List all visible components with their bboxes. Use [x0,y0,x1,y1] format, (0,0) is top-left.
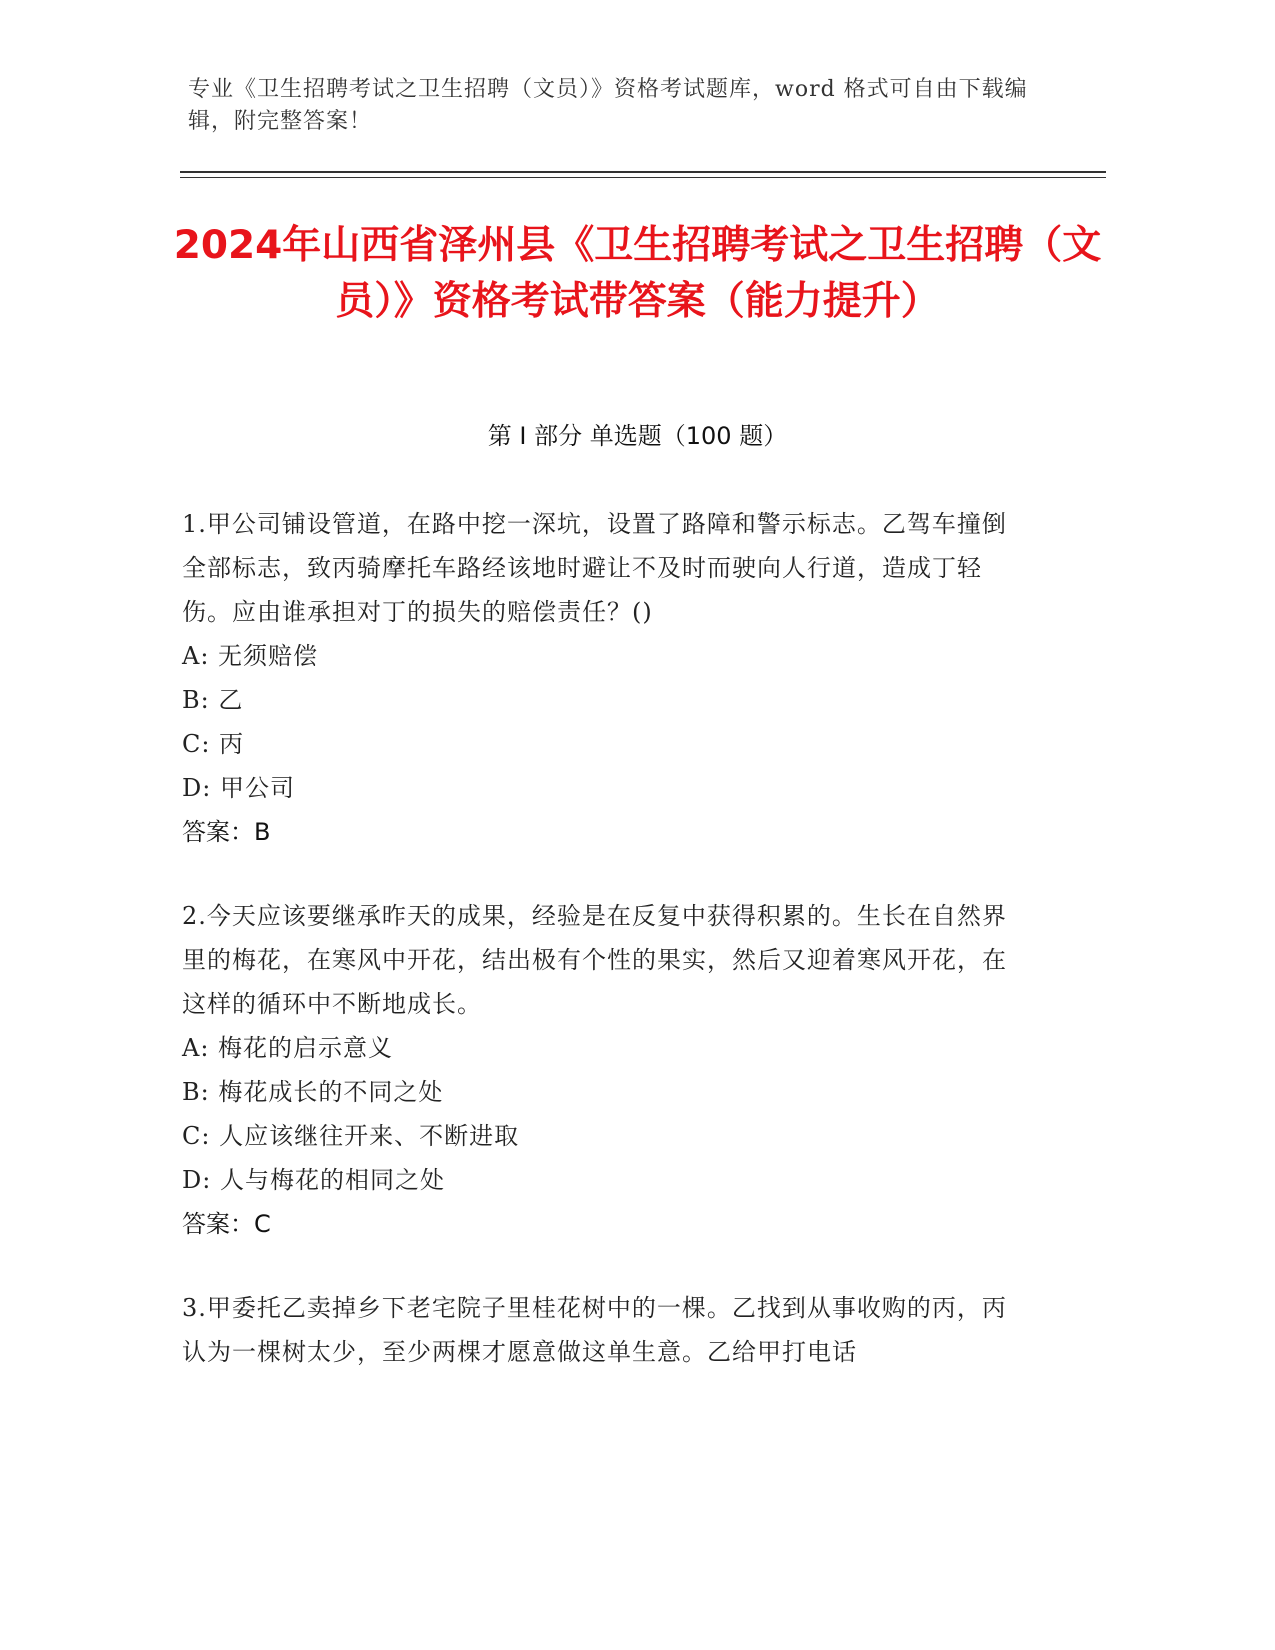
answer: 答案：C [182,1210,271,1238]
option-b: B: 梅花成长的不同之处 [182,1078,444,1106]
header-note: 专业《卫生招聘考试之卫生招聘（文员）》资格考试题库，word 格式可自由下载编辑，附完整答案！ [188,77,1028,134]
option-c: C: 丙 [182,730,245,758]
question-stem: 1.甲公司铺设管道，在路中挖一深坑，设置了路障和警示标志。乙驾车撞倒全部标志，致丙骑摩托车路经该地时避让不及时而驶向人行道，造成丁轻伤。应由谁承担对丁的损失的赔偿责任？() [182,510,1007,626]
option-d: D: 甲公司 [182,774,295,802]
option-a: A: 梅花的启示意义 [182,1034,394,1062]
question-1 [182,502,1014,854]
answer: 答案：B [182,818,271,846]
question-2 [182,894,1014,1246]
question-stem: 2.今天应该要继承昨天的成果，经验是在反复中获得积累的。生长在自然界里的梅花，在寒风中开花，结出极有个性的果实，然后又迎着寒风开花，在这样的循环中不断地成长。 [182,902,1007,1018]
question-3 [182,1286,1014,1374]
header-divider-thin [180,177,1106,178]
option-d: D: 人与梅花的相同之处 [182,1166,445,1194]
question-stem: 3.甲委托乙卖掉乡下老宅院子里桂花树中的一棵。乙找到从事收购的丙，丙认为一棵树太少，至少两棵才愿意做这单生意。乙给甲打电话 [182,1294,1007,1366]
header-divider-thick [180,171,1106,173]
option-b: B: 乙 [182,686,244,714]
option-a: A: 无须赔偿 [182,642,319,670]
option-c: C: 人应该继往开来、不断进取 [182,1122,520,1150]
section-title: 第 I 部分 单选题（100 题） [487,422,788,450]
document-title: 2024年山西省泽州县《卫生招聘考试之卫生招聘（文员）》资格考试带答案（能力提升） [173,223,1102,324]
